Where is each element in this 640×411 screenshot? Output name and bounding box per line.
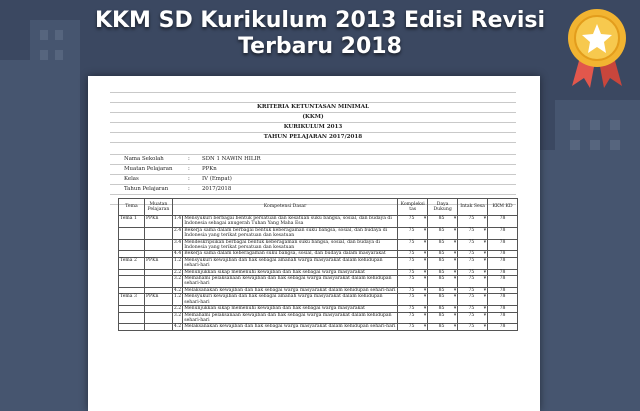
dropdown-arrow-icon: ▾ <box>483 227 487 233</box>
dropdown-arrow-icon: ▾ <box>453 257 457 263</box>
cell-intake-text: 75 <box>468 324 475 330</box>
cell-tema <box>119 276 145 288</box>
cell-kompleksitas <box>398 239 428 251</box>
cell-kkm-text: 78 <box>499 227 506 233</box>
cell-kkm-text: 78 <box>499 216 506 221</box>
cell-kd-text: 3.4 <box>173 239 182 245</box>
cell-tema <box>119 227 145 239</box>
cell-daya-dukung-text: 85 <box>438 276 445 282</box>
cell-kkm <box>488 276 518 288</box>
table-row <box>119 257 518 269</box>
cell-kd <box>172 306 182 312</box>
cell-kompleksitas-text: 75 <box>408 269 415 275</box>
cell-kompleksitas-text: 75 <box>408 227 415 233</box>
dropdown-arrow-icon: ▾ <box>453 216 457 221</box>
dropdown-arrow-icon: ▾ <box>453 239 457 245</box>
cell-kompetensi-dasar <box>183 251 398 257</box>
dropdown-arrow-icon: ▾ <box>453 324 457 330</box>
dropdown-arrow-icon: ▾ <box>423 239 427 245</box>
cell-daya-dukung-text: 85 <box>438 269 445 275</box>
dropdown-arrow-icon: ▾ <box>483 269 487 275</box>
cell-daya-dukung-text: 85 <box>438 239 445 245</box>
cell-kompleksitas <box>398 312 428 324</box>
dropdown-arrow-icon: ▾ <box>423 276 427 282</box>
cell-mapel-text: PPKn <box>145 257 159 263</box>
dropdown-arrow-icon: ▾ <box>483 276 487 282</box>
star-badge-icon <box>560 6 634 90</box>
cell-daya-dukung-text: 85 <box>438 306 445 312</box>
info-label: Kelas <box>124 176 139 182</box>
col-header: Intak Sesa <box>458 199 488 216</box>
cell-kompleksitas-text: 75 <box>408 324 415 330</box>
cell-intake-text: 75 <box>468 257 475 263</box>
info-value: 2017/2018 <box>202 186 232 192</box>
cell-intake <box>458 294 488 306</box>
cell-kd-text: 1.4 <box>173 216 182 221</box>
cell-daya-dukung <box>428 324 458 330</box>
col-header: Kompleksi tas <box>398 199 428 216</box>
cell-kkm <box>488 239 518 251</box>
cell-intake-text: 75 <box>468 251 475 257</box>
heading-kriteria: KRITERIA KETUNTASAN MINIMAL <box>256 104 370 110</box>
cell-kkm-text: 78 <box>499 294 506 300</box>
cell-kompetensi-dasar <box>183 227 398 239</box>
cell-intake <box>458 216 488 228</box>
cell-kd <box>172 294 182 306</box>
table-row <box>119 239 518 251</box>
cell-kompetensi-dasar-text: Menunjukkan sikap memenuhi kewajiban dan hak sebagai warga masyarakat <box>184 269 365 275</box>
cell-daya-dukung <box>428 239 458 251</box>
page-title <box>60 8 580 60</box>
cell-kompleksitas <box>398 276 428 288</box>
cell-intake-text: 75 <box>468 276 475 282</box>
cell-kd <box>172 216 182 228</box>
heading-kkm: (KKM) <box>302 114 324 120</box>
cell-kompetensi-dasar <box>183 239 398 251</box>
cell-daya-dukung <box>428 216 458 228</box>
dropdown-arrow-icon: ▾ <box>483 239 487 245</box>
dropdown-arrow-icon: ▾ <box>453 227 457 233</box>
cell-intake-text: 75 <box>468 287 475 293</box>
dropdown-arrow-icon: ▾ <box>423 306 427 312</box>
table-header-row <box>119 199 518 216</box>
cell-intake-text: 75 <box>468 239 475 245</box>
cell-kd <box>172 227 182 239</box>
cell-mapel <box>144 324 172 330</box>
cell-kompleksitas-text: 75 <box>408 216 415 221</box>
cell-kompetensi-dasar-text: Bekerja sama dalam keberagaman suku bangsa, sosial, dan budaya dalam masyarakat <box>184 251 386 257</box>
cell-daya-dukung-text: 85 <box>438 294 445 300</box>
table-row <box>119 312 518 324</box>
cell-daya-dukung-text: 85 <box>438 312 445 318</box>
cell-kompetensi-dasar-text: Mensyukuri kewajiban dan hak sebagai amanah warga masyarakat dalam kehidupan sehari-hari <box>184 257 383 269</box>
table-row <box>119 216 518 228</box>
cell-kompleksitas-text: 75 <box>408 276 415 282</box>
cell-daya-dukung-text: 85 <box>438 251 445 257</box>
info-kelas: Kelas : IV (Empat) <box>124 176 232 182</box>
cell-daya-dukung-text: 85 <box>438 324 445 330</box>
cell-kompleksitas <box>398 294 428 306</box>
cell-tema <box>119 324 145 330</box>
cell-kkm <box>488 294 518 306</box>
cell-kkm-text: 78 <box>499 287 506 293</box>
cell-daya-dukung <box>428 227 458 239</box>
cell-kompetensi-dasar-text: Memahami pelaksanaan kewajiban dan hak sebagai warga masyarakat dalam kehidupan sehari-hari <box>184 312 392 323</box>
info-tahun-pelajaran: Tahun Pelajaran : 2017/2018 <box>124 186 232 192</box>
cell-intake <box>458 239 488 251</box>
title-line-1: KKM SD Kurikulum 2013 Edisi Revisi <box>94 8 546 33</box>
cell-kkm-text: 78 <box>499 269 506 275</box>
cell-kompetensi-dasar <box>183 216 398 228</box>
cell-intake <box>458 276 488 288</box>
dropdown-arrow-icon: ▾ <box>423 227 427 233</box>
cell-kompleksitas-text: 75 <box>408 251 415 257</box>
table-row <box>119 276 518 288</box>
cell-kd-text: 4.2 <box>173 324 182 330</box>
cell-kompleksitas-text: 75 <box>408 312 415 318</box>
dropdown-arrow-icon: ▾ <box>423 324 427 330</box>
cell-kd <box>172 312 182 324</box>
cell-tema <box>119 257 145 269</box>
kkm-document <box>88 76 540 411</box>
cell-kompetensi-dasar-text: Melaksanakan kewajiban dan hak sebagai warga masyarakat dalam kehidupan sehari-hari <box>184 287 396 293</box>
cell-kkm <box>488 312 518 324</box>
dropdown-arrow-icon: ▾ <box>483 257 487 263</box>
cell-kompleksitas-text: 75 <box>408 239 415 245</box>
cell-kompetensi-dasar-text: Memahami pelaksanaan kewajiban dan hak sebagai warga masyarakat dalam kehidupan sehari-hari <box>184 276 392 287</box>
info-value: SDN 1 NAWIN HILIR <box>202 156 261 162</box>
cell-intake <box>458 227 488 239</box>
dropdown-arrow-icon: ▾ <box>453 312 457 318</box>
cell-daya-dukung-text: 85 <box>438 257 445 263</box>
cell-kompetensi-dasar <box>183 276 398 288</box>
cell-kd-text: 1.2 <box>173 294 182 300</box>
cell-kkm-text: 78 <box>499 276 506 282</box>
col-header: Kompetensi Dasar <box>172 199 397 216</box>
cell-kompetensi-dasar-text: Bekerja sama dalam berbagai bentuk keberagaman suku bangsa, sosial, dan budaya di Indonesia yang terikat persatuan dan kesatuan <box>184 227 388 239</box>
info-value: IV (Empat) <box>202 176 232 182</box>
cell-kd <box>172 257 182 269</box>
cell-daya-dukung-text: 85 <box>438 227 445 233</box>
cell-kd-text: 2.2 <box>173 306 182 312</box>
dropdown-arrow-icon: ▾ <box>423 269 427 275</box>
info-label: Nama Sekolah <box>124 156 164 162</box>
cell-kompleksitas-text: 75 <box>408 257 415 263</box>
dropdown-arrow-icon: ▾ <box>423 251 427 257</box>
heading-tahun: TAHUN PELAJARAN 2017/2018 <box>263 134 363 140</box>
dropdown-arrow-icon: ▾ <box>483 216 487 221</box>
cell-daya-dukung-text: 85 <box>438 287 445 293</box>
cell-intake <box>458 257 488 269</box>
cell-mapel-text: PPKn <box>145 294 159 300</box>
dropdown-arrow-icon: ▾ <box>483 287 487 293</box>
cell-kompetensi-dasar-text: Mendeskripsikan berbagai bentuk keberagaman suku bangsa, sosial, dan budaya di Indonesia yang terikat persatuan dan kesatuan <box>184 239 380 251</box>
cell-kd <box>172 251 182 257</box>
cell-mapel <box>144 216 172 228</box>
cell-kkm-text: 78 <box>499 251 506 257</box>
cell-kd-text: 3.2 <box>173 276 182 282</box>
cell-kkm-text: 78 <box>499 324 506 330</box>
cell-daya-dukung <box>428 276 458 288</box>
col-header: Daya Dukung <box>428 199 458 216</box>
cell-mapel <box>144 294 172 306</box>
kkm-table <box>118 198 518 331</box>
dropdown-arrow-icon: ▾ <box>423 216 427 221</box>
cell-tema-text: Tema 1 <box>120 216 137 221</box>
cell-tema-text: Tema 3 <box>120 294 137 300</box>
info-label: Tahun Pelajaran <box>124 186 169 192</box>
dropdown-arrow-icon: ▾ <box>453 276 457 282</box>
cell-kd <box>172 269 182 275</box>
title-line-2: Terbaru 2018 <box>238 34 402 59</box>
info-nama-sekolah: Nama Sekolah : SDN 1 NAWIN HILIR <box>124 156 261 162</box>
cell-tema-text: Tema 2 <box>120 257 137 263</box>
cell-kompleksitas-text: 75 <box>408 306 415 312</box>
dropdown-arrow-icon: ▾ <box>453 294 457 300</box>
cell-kkm <box>488 324 518 330</box>
cell-mapel-text: PPKn <box>145 216 159 221</box>
table-row <box>119 227 518 239</box>
cell-daya-dukung <box>428 257 458 269</box>
cell-kompetensi-dasar-text: Mensyukuri kewajiban dan hak sebagai amanah warga masyarakat dalam kehidupan sehari-hari <box>184 294 383 305</box>
cell-kd-text: 3.2 <box>173 312 182 318</box>
cell-kd-text: 4.4 <box>173 251 182 257</box>
dropdown-arrow-icon: ▾ <box>453 269 457 275</box>
col-header: KKM KD <box>488 199 518 216</box>
dropdown-arrow-icon: ▾ <box>423 312 427 318</box>
dropdown-arrow-icon: ▾ <box>423 294 427 300</box>
cell-daya-dukung <box>428 312 458 324</box>
cell-kkm-text: 78 <box>499 239 506 245</box>
cell-kd <box>172 239 182 251</box>
cell-intake-text: 75 <box>468 216 475 221</box>
cell-intake-text: 75 <box>468 227 475 233</box>
cell-kkm-text: 78 <box>499 306 506 312</box>
cell-kompetensi-dasar <box>183 324 398 330</box>
cell-kompetensi-dasar <box>183 294 398 306</box>
table-row <box>119 324 518 330</box>
cell-kkm-text: 78 <box>499 312 506 318</box>
cell-mapel <box>144 312 172 324</box>
cell-daya-dukung-text: 85 <box>438 216 445 221</box>
cell-kompleksitas-text: 75 <box>408 294 415 300</box>
cell-intake-text: 75 <box>468 312 475 318</box>
table-row <box>119 294 518 306</box>
info-muatan-pelajaran: Muatan Pelajaran : PPKn <box>124 166 217 172</box>
cell-intake-text: 75 <box>468 306 475 312</box>
col-header: Tema <box>119 199 145 216</box>
cell-mapel <box>144 227 172 239</box>
cell-mapel <box>144 239 172 251</box>
cell-intake-text: 75 <box>468 294 475 300</box>
cell-kd-text: 2.2 <box>173 269 182 275</box>
cell-kompleksitas-text: 75 <box>408 287 415 293</box>
cell-mapel <box>144 257 172 269</box>
dropdown-arrow-icon: ▾ <box>483 312 487 318</box>
cell-kd <box>172 276 182 288</box>
dropdown-arrow-icon: ▾ <box>453 251 457 257</box>
cell-tema <box>119 312 145 324</box>
cell-mapel <box>144 276 172 288</box>
cell-kkm-text: 78 <box>499 257 506 263</box>
cell-kompleksitas <box>398 324 428 330</box>
cell-kd <box>172 287 182 293</box>
cell-kd-text: 4.2 <box>173 287 182 293</box>
cell-kkm <box>488 216 518 228</box>
info-value: PPKn <box>202 166 217 172</box>
cell-kompetensi-dasar <box>183 287 398 293</box>
cell-kompleksitas <box>398 257 428 269</box>
cell-kd <box>172 324 182 330</box>
cell-tema <box>119 216 145 228</box>
cell-kompleksitas <box>398 227 428 239</box>
cell-tema <box>119 239 145 251</box>
cell-kompetensi-dasar <box>183 257 398 269</box>
cell-kompetensi-dasar-text: Melaksanakan kewajiban dan hak sebagai warga masyarakat dalam kehidupan sehari-hari <box>184 324 396 330</box>
cell-kompetensi-dasar-text: Mensyukuri berbagai bentuk persatuan dan kesatuan suku bangsa, sosial, dan budaya di Indonesia sebagai anugerah Tuhan Yang Maha Esa <box>184 216 392 227</box>
heading-kurikulum: KURIKULUM 2013 <box>283 124 343 130</box>
dropdown-arrow-icon: ▾ <box>483 324 487 330</box>
dropdown-arrow-icon: ▾ <box>453 306 457 312</box>
cell-kkm <box>488 227 518 239</box>
cell-kkm <box>488 257 518 269</box>
cell-kompleksitas <box>398 216 428 228</box>
cell-intake <box>458 312 488 324</box>
col-header: Muatan Pelajaran <box>144 199 172 216</box>
cell-tema <box>119 294 145 306</box>
info-label: Muatan Pelajaran <box>124 166 173 172</box>
dropdown-arrow-icon: ▾ <box>483 251 487 257</box>
cell-kd-text: 1.2 <box>173 257 182 263</box>
dropdown-arrow-icon: ▾ <box>453 287 457 293</box>
cell-kompetensi-dasar <box>183 312 398 324</box>
cell-kompetensi-dasar-text: Menunjukkan sikap memenuhi kewajiban dan hak sebagai warga masyarakat <box>184 306 365 312</box>
cell-intake <box>458 324 488 330</box>
cell-daya-dukung <box>428 294 458 306</box>
cell-intake-text: 75 <box>468 269 475 275</box>
dropdown-arrow-icon: ▾ <box>483 306 487 312</box>
dropdown-arrow-icon: ▾ <box>483 294 487 300</box>
dropdown-arrow-icon: ▾ <box>423 257 427 263</box>
cell-kd-text: 2.4 <box>173 227 182 233</box>
dropdown-arrow-icon: ▾ <box>423 287 427 293</box>
